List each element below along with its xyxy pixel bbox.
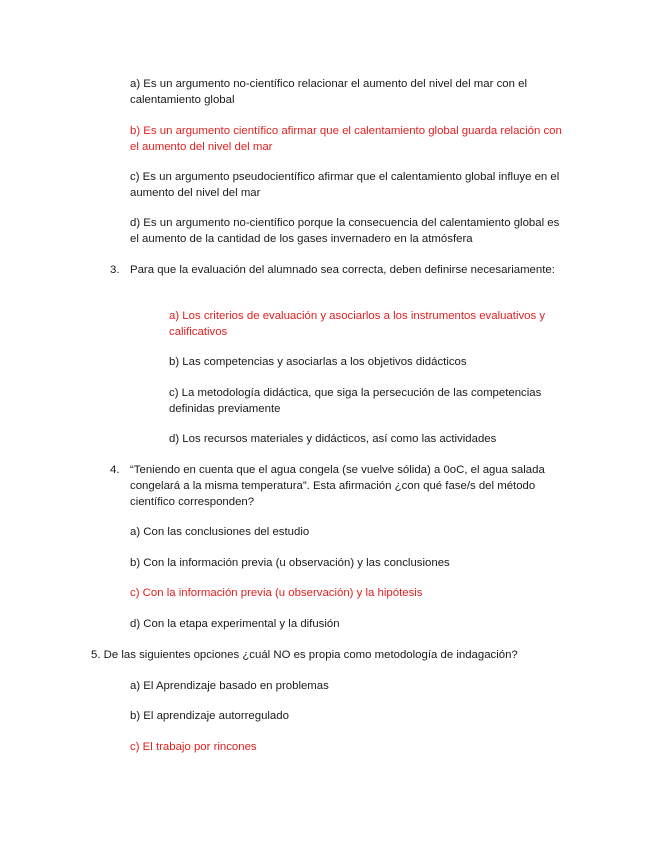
q4-option-c-correct: c) Con la información previa (u observación) y la hipótesis [130,587,423,599]
q3-option-d: d) Los recursos materiales y didácticos, así como las actividades [169,433,497,445]
q3-option-c: c) La metodología didáctica, que siga la persecución de las competencias definidas previamente [169,387,542,415]
q3-option-b: b) Las competencias y asociarlas a los objetivos didácticos [169,356,467,368]
q5-option-b: b) El aprendizaje autorregulado [130,710,289,722]
q2-option-a: a) Es un argumento no-científico relacionar el aumento del nivel del mar con el calentamiento global [130,78,527,106]
q3-option-a-correct: a) Los criterios de evaluación y asociarlos a los instrumentos evaluativos y calificativos [169,310,546,338]
q4-question: “Teniendo en cuenta que el agua congela (se vuelve sólida) a 0oC, el agua salada congelará a la misma temperatura”. Esta afirmación ¿con qué fase/s del método científico corresponden? [130,464,545,508]
q4-number: 4. [110,464,120,476]
q4-option-a: a) Con las conclusiones del estudio [130,526,310,538]
q5-option-a: a) El Aprendizaje basado en problemas [130,680,329,692]
q3-number: 3. [110,264,120,276]
q4-option-d: d) Con la etapa experimental y la difusión [130,618,340,630]
q4-option-b: b) Con la información previa (u observación) y las conclusiones [130,557,450,569]
q5-question: 5. De las siguientes opciones ¿cuál NO es propia como metodología de indagación? [91,649,518,661]
q5-option-c-correct: c) El trabajo por rincones [130,741,257,753]
q2-option-d: d) Es un argumento no-científico porque la consecuencia del calentamiento global es el aumento de la cantidad de los gases invernadero en la atmósfera [130,217,560,245]
q2-option-b-correct: b) Es un argumento científico afirmar que el calentamiento global guarda relación con el aumento del nivel del mar [130,125,562,153]
q2-option-c: c) Es un argumento pseudocientífico afirmar que el calentamiento global influye en el aumento del nivel del mar [130,171,560,199]
q3-question: Para que la evaluación del alumnado sea correcta, deben definirse necesariamente: [130,264,555,276]
